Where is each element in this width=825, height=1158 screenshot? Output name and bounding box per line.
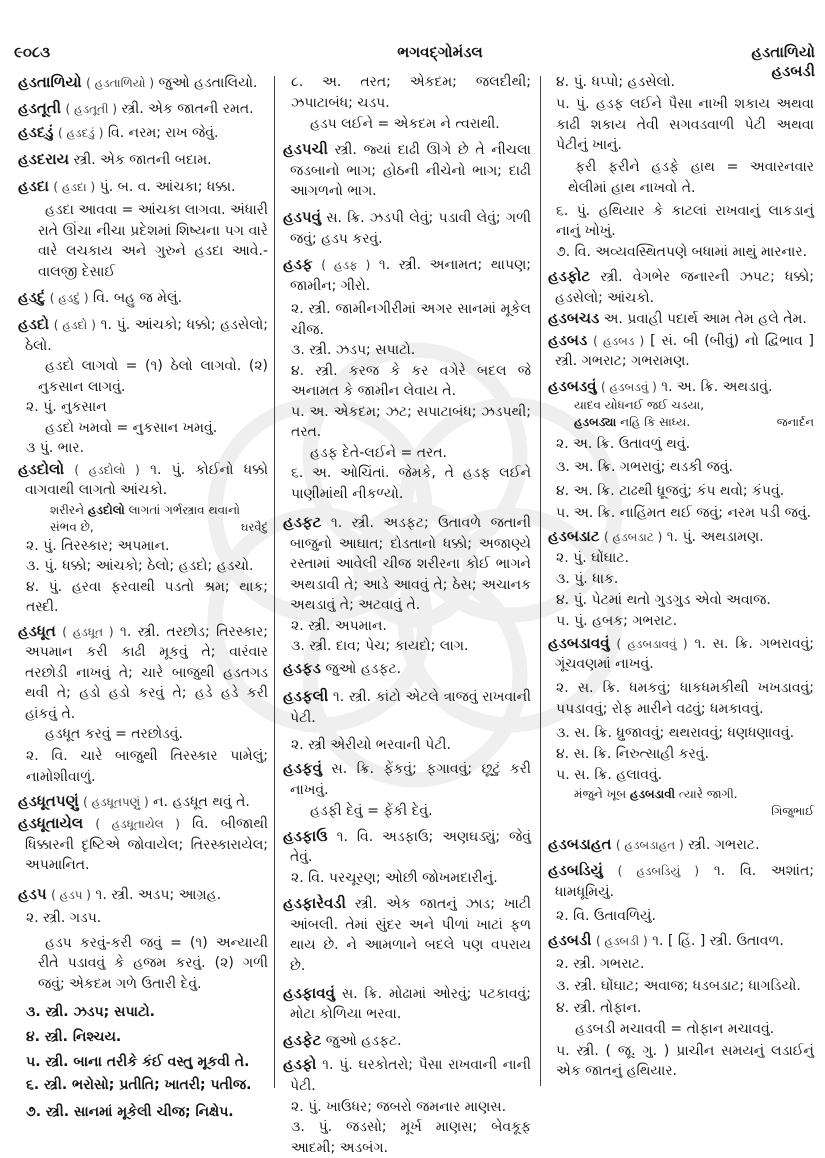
pronunciation: ( હડદા ) [53,180,96,194]
sense: ૬. સ્ત્રી. ભરોસો; પ્રતીતિ; ખાતરી; પતીજ. [26,1077,252,1093]
sense: ૨. પું. ખાઉધર; જબરો જમનાર માણસ. [291,1098,507,1115]
dictionary-entry [283,826,531,868]
pronunciation: ( હડધૂતપણું ) [83,795,149,809]
dictionary-entry [283,758,531,800]
quote-text: લાગતાં ગર્ભસ્ત્રાવ થવાનો સંભવ છે, [50,502,241,534]
definition: ૧. સ્ત્રી. અનામત; થાપણ; જામીન; ગીરો. [290,257,531,294]
headword: હડબડી [548,930,592,949]
sense: ૨. સ્ત્રી. અપમાન. [291,617,387,634]
pronunciation: ( હડધૂતાયેલ ) [95,817,180,831]
sense: ૨. સ્ત્રી એરીયો ભરવાની પેટી. [291,737,451,753]
dictionary-entry [283,512,531,616]
citation-quote [548,397,814,431]
quote-text: શરીરને [50,502,88,517]
usage-example: હડફ દેતે-લઈને = તરત. [310,444,447,461]
dictionary-entry [283,983,531,1025]
quote-line: યાદવ યોધનઈ જઈ ચડયા, [574,398,705,412]
headword: હડફોટ [548,267,591,285]
dictionary-entry [548,860,814,902]
pronunciation: ( હડબડાટ ) [604,529,663,544]
definition: સ્ત્રી. એક જાતનું ઝાડ; ખાટી આંબલી. તેમાં સુંદર અને પીળાં ખાટાં ફળ થાય છે. ને આમળાને બદલે પણ વપરાય છે. [290,896,531,974]
sense: ૨. સ્ત્રી. ગડપ. [26,909,102,926]
sense: ૭. વિ. અવ્યવસ્થિતપણે બધામાં માથું મારનાર. [556,244,808,260]
column-divider [540,76,541,1086]
quote-highlight: હડબડાવી [629,787,676,801]
usage-example: હડધૂત કરવું = તરછોડવું. [45,726,183,742]
quote-text: નહિ કિ સાધ્ય. [616,415,691,429]
sense: ૩ પું. ભાર. [26,440,85,456]
column-2 [283,72,531,1158]
definition: ૧. સ. ક્રિ. ગભરાવવું; ગૂંચવણમાં નાખવું. [555,635,815,672]
headword: હડદો [18,315,50,333]
quote-text: મંજુને ખૂબ [574,787,630,801]
book-title: ભગવદ્ગોમંડલ [397,43,483,61]
headword: હડબડાવવું [548,633,610,652]
sense: ૩. પું. ધાક. [556,570,619,587]
headword: હડફો [283,1055,317,1073]
headword: હડફારેવડી [283,894,346,912]
pronunciation: ( હડબડ ) [593,333,645,348]
page-number: ૯૦૮૩ [14,43,51,61]
sense: ૨. સ. ક્રિ. ધમકવું; ધાકધમકીથી ખખડાવવું; પપડાવવું; રોફ મારીને વઢવું; ધમકાવવું. [556,680,814,717]
sense: ૩. પું. જડસો; મૂર્ખ માણસ; બેવકૂફ આદમી; અડબંગ. [291,1119,531,1156]
definition: સ્ત્રી. એક જાતની રમત. [121,101,254,117]
dictionary-entry [18,176,268,198]
dictionary-entry [18,459,268,501]
sense: ૨. વિ. પરચૂરણ; ઓછી જોખમદારીનું. [291,870,498,886]
pronunciation: ( હડફ ) [321,258,371,272]
sense: ૨. વિ. ઉતાવળિયું. [556,907,656,924]
dictionary-entry [18,791,268,813]
definition: ૧. સ્ત્રી. અડફટ; ઉતાવળે જતાની બાજુનો આઘાત; દોડતાનો ધક્કો; અજાણ્યે રસ્તામાં આવેલી ચીજ શરીરના કોઈ ભાગને અથડાવી તે; આડે આવવું તે; ઠેસ; અચાનક અથડાવું તે; અટવાવું તે. [290,515,532,613]
definition: સ. ક્રિ. મોઢામાં ઓરવું; પટકાવવું; મોટા કોળિયા ભરવા. [290,985,531,1022]
headword: હડફડ [283,659,321,677]
dictionary-entry [18,314,268,356]
usage-example: હડબડી મચાવવી = તોફાન મચાવવું. [575,1020,775,1037]
headword: હડફાવવું [283,983,335,1002]
definition: [ સં. બી (બીવું) નો દ્વિભાવ ] સ્ત્રી. ગભરાટ; ગભરામણ. [555,332,814,369]
definition: ૧. સ્ત્રી. તરછોડ; તિરસ્કાર; અપમાન કરી કાઢી મૂકવું તે; વારંવાર તરછોડી નાખવું તે; ચારે બાજુથી હડતગડ થવી તે; હડો હડો કરવું તે; હડે હડે કરી હાંકવું તે. [25,623,268,722]
headword: હડફટ [283,513,322,531]
dictionary-entry [18,72,268,94]
dictionary-entry [548,376,814,398]
pronunciation: ( હડધૂત ) [62,624,114,639]
quote-highlight: હડબડ્યા [574,415,617,429]
headword: હડધૂતાયેલ [18,814,84,832]
dictionary-entry [283,658,531,680]
headword: હડફવું [283,759,322,777]
headword: હડફાઉ [283,826,328,845]
pronunciation: ( હડબડી ) [595,933,648,948]
dictionary-entry [18,287,268,309]
column-3 [548,72,814,1082]
dictionary-entry [18,884,268,906]
sense: ૬. પું. હથિયાર કે કાટલાં રાખવાનું લાકડાનું નાનું ખોખું. [556,202,814,239]
definition: સ્ત્રી. ગભરાટ. [688,837,760,853]
definition: વિ. બહુ જ મેલું. [93,290,183,306]
pronunciation: ( હડપ ) [51,887,91,902]
dictionary-entry [548,930,814,952]
dictionary-entry [283,1054,531,1096]
sense: ૩. સ્ત્રી. દાવ; પેચ; કાયદો; લાગ. [291,638,469,654]
headword: હડધૂત [18,621,56,640]
headword: હડદું [18,288,46,306]
headword: હડદા [18,177,49,195]
column-1 [18,72,268,1123]
guide-word-first: હડતાળિયો [751,43,815,61]
definition: ૧. પું. અથડામણ. [666,528,764,545]
sense: ૪. પું. ધપ્પો; હડસેલો. [556,74,676,90]
sense: ૬. અ. ઓચિંતાં. જેમકે, તે હડફ લઈને પાણીમાંથી નીકળ્યો. [291,465,531,502]
sense: ૩. સ્ત્રી. ઝડપ; સપાટો. [291,342,416,358]
dictionary-entry [548,834,814,856]
pronunciation: ( હડદું ) [49,291,89,305]
definition: સ્ત્રી. એક જાતની બદામ. [73,152,212,168]
headword: હડબડ [548,330,588,349]
sense: ૫. સ. ક્રિ. હલાવવું. [556,766,663,783]
sense: ૨. સ્ત્રી. ગભરાટ. [556,955,645,972]
sense: ૫. અ. એકદમ; ઝટ; સપાટાબંધ; ઝડપથી; તરત. [291,403,531,440]
definition: ૧. સ્ત્રી. અડપ; આગ્રહ. [95,886,222,903]
headword: હડતૂતી [18,99,62,117]
quote-source: ગિજુભાઈ [771,804,814,818]
definition: જુઓ હડફટ. [325,1033,402,1049]
sense: ૩. અ. ક્રિ. ગભરાવું; થડકી જવું. [556,458,733,475]
dictionary-entry [548,330,814,372]
headword: હડદડું [18,123,54,141]
quote-text: ત્યારે જાગી. [675,787,738,801]
sense: ૩. સ. ક્રિ. ધ્રુજાવવું; થથરાવવું; ધણધણાવવું. [556,724,795,741]
pronunciation: ( હડદોલો ) [74,462,140,477]
headword: હડબડવું [548,376,597,395]
dictionary-entry [548,308,814,330]
dictionary-entry [548,633,814,675]
dictionary-entry [18,149,268,171]
sense: ૫. પું. હબક; ગભરાટ. [556,612,678,629]
definition: ૧. વિ. અડફાઉ; અણઘડ્યું; જેવું તેવું. [290,828,532,865]
definition: ૧. સ્ત્રી. કાંટો એટલે ત્રાજવું રાખવાની પેટી. [290,689,532,726]
definition: ૧. પું. આંચકો; ધક્કો; હડસેલો; ઠેલો. [25,317,269,354]
headword: હડપ [18,884,47,903]
quote-source: જનાર્દન [776,415,814,429]
sense: ૫. પું. હડફ લઈને પૈસા નાખી શકાય અથવા કાઢી શકાય તેવી સગવડવાળી પેટી અથવા પેટીનું ખાનું. [556,96,814,153]
dictionary-entry [18,621,268,725]
definition: વિ. બીજાથી ધિક્કારની દૃષ્ટિએ જોવાયેલ; તિરસ્કારાયેલ; અપમાનિત. [25,816,268,873]
headword: હડબડાટ [548,526,600,545]
sense: ૨. પું. તિરસ્કાર; અપમાન. [26,537,170,554]
guide-word-last: હડબડી [771,62,815,80]
sense: ૨. પું. ઘોંઘાટ. [556,549,629,566]
dictionary-entry [548,526,814,548]
headword: હડફેટ [283,1031,322,1049]
usage-example: હડદો લાગવો = (૧) ઠેલો લાગવો. (૨) નુકસાન લાગવું. [38,358,268,395]
definition: સ. ક્રિ. ફેંકવું; ફગાવવું; છૂટું કરી નાખવું. [290,761,531,798]
headword: હડફ [283,255,313,273]
definition: વિ. નરમ; રાખ જેવું. [107,125,219,141]
pronunciation: ( હડબડિયું ) [617,864,700,878]
dictionary-entry [283,207,531,249]
pronunciation: ( હડદો ) [53,318,96,332]
headword: હડબડિયું [548,861,603,879]
definition: સ. ક્રિ. ઝડપી લેવું; પડાવી લેવું; ગળી જવું; હડપ કરવું. [290,210,531,247]
citation-quote [18,502,268,536]
dictionary-entry [283,686,531,728]
quote-line [574,414,814,431]
definition: ૧. વિ. અશાંત; ધામધૂમિયું. [555,863,814,900]
headword: હડબચડ [548,309,600,327]
usage-example: હડફી દેવું = ફેંકી દેવું. [310,802,433,819]
headword: હડપવું [283,208,321,226]
definition: ન. હડધૂત થવું તે. [153,794,250,810]
dictionary-entry [283,139,531,202]
pronunciation: ( હડબડાવવું ) [616,636,688,651]
sense: ૨. અ. ક્રિ. ઉતાવળું થવું. [556,435,691,452]
headword: હડપચી [283,140,328,158]
dictionary-entry [283,893,531,976]
sense: ૭. સ્ત્રી. સાનમાં મૂકેલી ચીજ; નિક્ષેપ. [26,1104,234,1120]
headword: હડતાળિયો [18,73,82,91]
sense: ૮. અ. તરત; એકદમ; જલદીથી; ઝપાટાબંધ; ચડપ. [291,74,531,111]
sense: ૫. સ્ત્રી. બાના તરીકે કંઈ વસ્તુ મૂકવી તે. [26,1054,250,1070]
sense: ૨. પું. નુકસાન [26,399,107,415]
pronunciation: ( હડતાળિયો ) [86,76,155,90]
headword: હડધૂતપણું [18,792,79,810]
sense: ૨. સ્ત્રી. જામીનગીરીમાં અગર સાનમાં મૂકેલ ચીજ. [291,301,531,338]
usage-example: હડદો ખમવો = નુકસાન ખમવું. [45,419,218,436]
definition: જુઓ હડતાલિયો. [158,75,258,91]
sense: ૩. સ્ત્રી. ઘોંઘાટ; અવાજ; ધડબડાટ; ધાગડિયો. [556,977,801,994]
headword: હડદોલો [18,459,65,478]
quote-highlight: હડદોલો [87,502,125,517]
definition: જુઓ હડફટ. [325,661,402,677]
quote-source: ઘરવૈદું [240,519,268,534]
citation-quote [548,786,814,820]
sense: ૪. અ. ક્રિ. ટાઢથી ધ્રૂજવું; કંપ થવો; કંપવું. [556,482,785,499]
pronunciation: ( હડબડાહત ) [615,838,684,852]
definition: સ્ત્રી. જ્યાં દાઢી ઊગે છે તે નીચલા જડબાનો ભાગ; હોઠની નીચેનો ભાગ; દાઢી આગળનો ભાગ. [290,142,531,199]
usage-example: ફરી ફરીને હડફે હાથ = અવારનવાર થેલીમાં હાથ નાખવો તે. [568,159,814,196]
sense: ૪. પું. પેટમાં થતો ગુડગુડ એવો અવાજ. [556,591,771,608]
column-divider [274,76,275,1088]
definition: ૧. [ હિં. ] સ્ત્રી. ઉતાવળ. [652,932,784,949]
usage-example: હડપ લઈને = એકદમ ને ત્વરાથી. [310,116,500,132]
sense: ૩. પું. ધક્કો; આંચકો; ઠેલો; હડદો; હડચો. [26,558,254,574]
sense: ૪. સ્ત્રી. નિશ્ચય. [26,1029,122,1045]
headword: હડબડાહત [548,835,612,853]
sense: ૪. સ્ત્રી. કરજ કે કર વગેરે બદલ જે અનામત કે જામીન લેવાય તે. [291,362,531,399]
headword: હડફલી [283,687,329,705]
sense: ૫. અ. ક્રિ. નાહિંમત થઈ જવું; નરમ પડી જવું. [556,504,812,521]
sense: ૪. સ્ત્રી. તોફાન. [556,999,642,1016]
definition: સ્ત્રી. વેગભેર જનારની ઝપટ; ધક્કો; હડસેલો; આંચકો. [555,269,814,306]
dictionary-entry [18,98,268,120]
definition: ૧. અ. ક્રિ. અથડાવું. [661,378,773,395]
pronunciation: ( હડતૂતી ) [65,102,118,116]
usage-example: હડદા આવવા = આંચકા લાગવા. અંધારી રાતે ઊંચા નીચા પ્રદેશમાં શિષ્યના પગ વારે વારે લચકાય અને ગુરુને હડદા આવે.-વાલજી દેસાઈ [38,202,268,280]
pronunciation: ( હડદડું ) [57,126,104,140]
dictionary-entry [283,1030,531,1052]
sense: ૩. સ્ત્રી. ઝડપ; સપાટો. [26,1004,155,1020]
definition: ૧. પું. કોઈનો ધક્કો વાગવાથી લાગતો આંચકો. [25,461,268,498]
dictionary-entry [548,266,814,308]
sense: ૪. સ. ક્રિ. નિરુત્સાહી કરવું. [556,745,709,762]
usage-example: હડપ કરવું-કરી જવું = (૧) અન્યાયી રીતે પડાવવું કે હજમ કરવું. (૨) ગળી જવું; એકદમ ગળે ઉતારી દેવું. [38,934,268,992]
dictionary-entry [18,813,268,876]
headword: હડદરાય [18,150,70,168]
definition: ૧. પું. ઘરકોતરો; પૈસા રાખવાની નાની પેટી. [290,1057,531,1094]
sense: ૫. સ્ત્રી. ( જૂ. ગુ. ) પ્રાચીન સમયનું લડાઈનું એક જાતનું હથિયાર. [556,1042,814,1079]
definition: પું. બ. વ. આંચકા; ધક્કા. [99,179,236,195]
sense: ૨. વિ. ચારે બાજુથી તિરસ્કાર પામેલું; નામોશીવાળું. [26,748,268,785]
pronunciation: ( હડબડવું ) [600,379,657,394]
dictionary-entry [283,254,531,296]
dictionary-entry [18,122,268,144]
sense: ૪. પું. હરવા ફરવાથી પડતો શ્રમ; થાક; તસ્દી. [26,578,268,615]
definition: અ. પ્રવાહી પદાર્થ આમ તેમ હલે તેમ. [603,311,807,327]
